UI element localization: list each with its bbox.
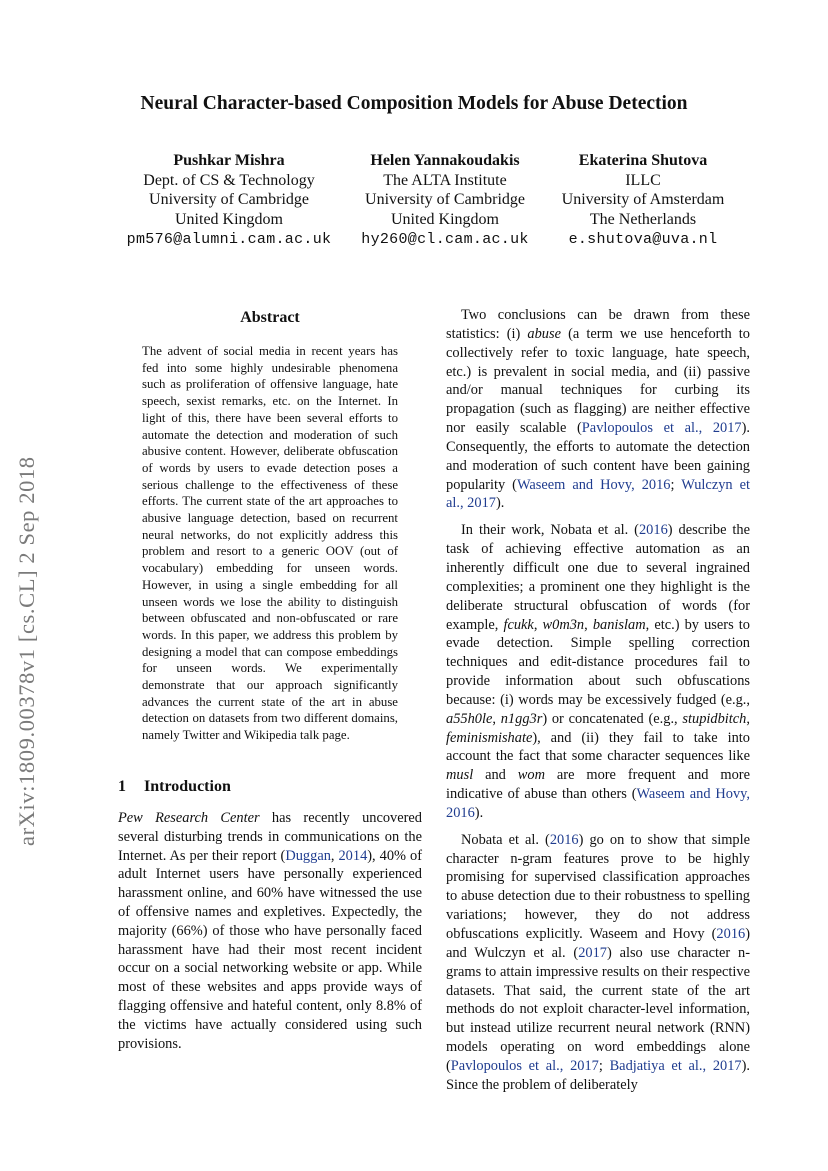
text-run: ). [474,804,484,821]
author-institution: University of Amsterdam [561,191,725,208]
author-country: The Netherlands [589,210,697,228]
abstract-text: The advent of social media in recent years has fed into some highly undesirable phenomena such as proliferation of offensive language, hate speech, sexist remarks, etc. on the Internet. In light of this, there have been several efforts to automate the detection and moderation of such abusive content. However, deliberate obfuscation of words by users to evade detection poses a serious challenge to the effectiveness of these efforts. The current state of the art approaches to abusive language detection, based on recurrent neural networks, do not explicitly address this problem and resort to a generic OOV (out of vocabulary) embedding for unseen words. However, in using a single embedding for all unseen words we lose the ability to distinguish between obfuscated and non-obfuscated or rare words. In this paper, we address this problem by designing a model that can compose embeddings for unseen words. We experimentally demonstrate that our approach significantly advances the current state of the art in abuse detection on datasets from two different domains, namely Twitter and Wikipedia talk page. [142,344,398,743]
author-dept: The ALTA Institute [383,171,507,189]
author-dept: Dept. of CS & Technology [143,171,315,189]
italic-text: a55h0le [446,710,493,727]
italic-text: wom [517,767,545,784]
author-country: United Kingdom [175,210,283,228]
text-run: (a term we use henceforth to collectively refer to toxic language, hate speech, etc.) is prevalent in social media, and (ii) passive and/or manual techniques for curbing its propagation (such as flagging) are neither effective nor easily scalable ( [446,325,750,437]
text-run: ; [598,1057,610,1074]
citation-link[interactable]: Badjatiya et al., 2017 [609,1057,742,1074]
section-number: 1 [118,778,126,795]
author-institution: University of Cambridge [365,191,525,208]
author-email[interactable]: e.shutova@uva.nl [568,231,718,248]
right-column-text [446,306,750,1103]
text-run: In their work, Nobata et al. ( [461,522,639,539]
author-block-2 [350,151,540,250]
text-run: ) and Wulczyn et al. ( [446,926,750,961]
author-name: Ekaterina Shutova [578,152,708,169]
text-run: ) or concatenated (e.g., [542,710,683,727]
text-run: , [330,847,339,864]
text-run: , [533,616,543,633]
text-run: ; [670,476,682,493]
text-run: , [492,710,501,727]
text-run: , [746,710,750,727]
citation-link[interactable]: Pavlopoulos et al., 2017 [450,1057,599,1074]
left-column-text [118,809,422,1053]
author-name: Pushkar Mishra [173,152,285,169]
text-run: ) also use character n-grams to attain impressive results on their respective datasets. That said, the current state of the art methods do not exploit character-level information, but instead utilize recurrent neural network ( [446,944,750,1037]
author-block-1 [110,151,348,250]
text-run: Two conclusions can be drawn from these statistics: (i) [446,307,750,342]
paragraph [118,809,422,1053]
author-name: Helen Yannakoudakis [370,152,520,169]
text-run: ). Consequently, the efforts to automate the detection and moderation of such content have been gaining popularity ( [446,420,750,493]
italic-text: feminismishate [446,729,533,746]
paragraph [446,831,750,1095]
italic-text: Pew Research Center [118,810,260,826]
citation-link[interactable]: Wulczyn et al., 2017 [446,476,750,512]
italic-text: banislam [592,616,646,633]
citation-link[interactable]: Pavlopoulos et al., 2017 [581,420,742,437]
citation-link[interactable]: Duggan [285,847,331,864]
section-title: Introduction [144,778,231,795]
text-run: ), and (ii) they fail to take into account the fact that some character sequences like [446,729,750,765]
author-institution: University of Cambridge [149,191,309,208]
text-run: and [473,767,518,784]
citation-link[interactable]: 2017 [578,944,607,961]
text-run: ). Since the problem of deliberately [446,1057,751,1093]
text-run: has recently uncovered several disturbing trends in communications on the Internet. As per their report ( [118,810,422,864]
small-caps-text: RNN [714,1020,746,1037]
citation-link[interactable]: 2014 [338,847,368,864]
italic-text: stupidbitch [682,710,747,727]
text-run: Nobata et al. ( [461,831,550,848]
section-heading [118,778,231,796]
paragraph [446,521,750,823]
paragraph [446,306,750,513]
italic-text: abuse [527,325,561,342]
abstract-heading: Abstract [240,309,300,326]
text-run: are more frequent and more indicative of abuse than others ( [446,767,750,803]
text-run: ) describe the task of achieving effective automation as an inherently difficult one due to several ingrained complexities; a prominent one they highlight is the deliberate structural obfuscation of words (for example, [446,522,750,633]
citation-link[interactable]: 2016 [716,926,746,942]
citation-link[interactable]: 2016 [638,522,668,539]
italic-text: fcukk [503,616,534,633]
citation-link[interactable]: Waseem and Hovy, 2016 [446,786,751,821]
italic-text: w0m3n [542,616,585,633]
italic-text: n1gg3r [500,710,543,727]
arxiv-identifier: arXiv:1809.00378v1 [cs.CL] 2 Sep 2018 [14,456,39,846]
author-block-3 [548,151,738,250]
text-run: ), 40% of adult Internet users have personally experienced harassment online, and 60% have witnessed the use of offensive names and expletives. Expectedly, the majority (66%) of those who have personally faced harassment have had their most recent incident occur on a social networking website or app. While most of these websites and apps provide ways of flagging offensive and hateful content, only 8.8% of the victims have actually considered using such provisions. [118,847,422,1052]
text-run: ) models operating on word embeddings alone ( [446,1020,750,1074]
paper-title: Neural Character-based Composition Models for Abuse Detection [140,93,688,114]
author-email[interactable]: hy260@cl.cam.ac.uk [361,231,529,248]
text-run: , etc.) by users to evade detection. Simple spelling correction techniques and edit-distance procedures fail to provide information about such obfuscations because: (i) words may be excessively fudged (e.g., [446,616,750,708]
citation-link[interactable]: Waseem and Hovy, 2016 [516,476,671,493]
author-email[interactable]: pm576@alumni.cam.ac.uk [126,231,332,248]
text-run: ). [495,495,505,512]
text-run: ) go on to show that simple character n-gram features prove to be highly promising for supervised classification approaches to abuse detection due to their robustness to spelling variations; however, they do not address obfuscations explicitly. Waseem and Hovy ( [446,831,750,942]
citation-link[interactable]: 2016 [549,831,579,848]
italic-text: musl [446,767,474,784]
author-dept: ILLC [625,171,661,189]
text-run: , [584,616,593,633]
author-country: United Kingdom [391,210,499,228]
